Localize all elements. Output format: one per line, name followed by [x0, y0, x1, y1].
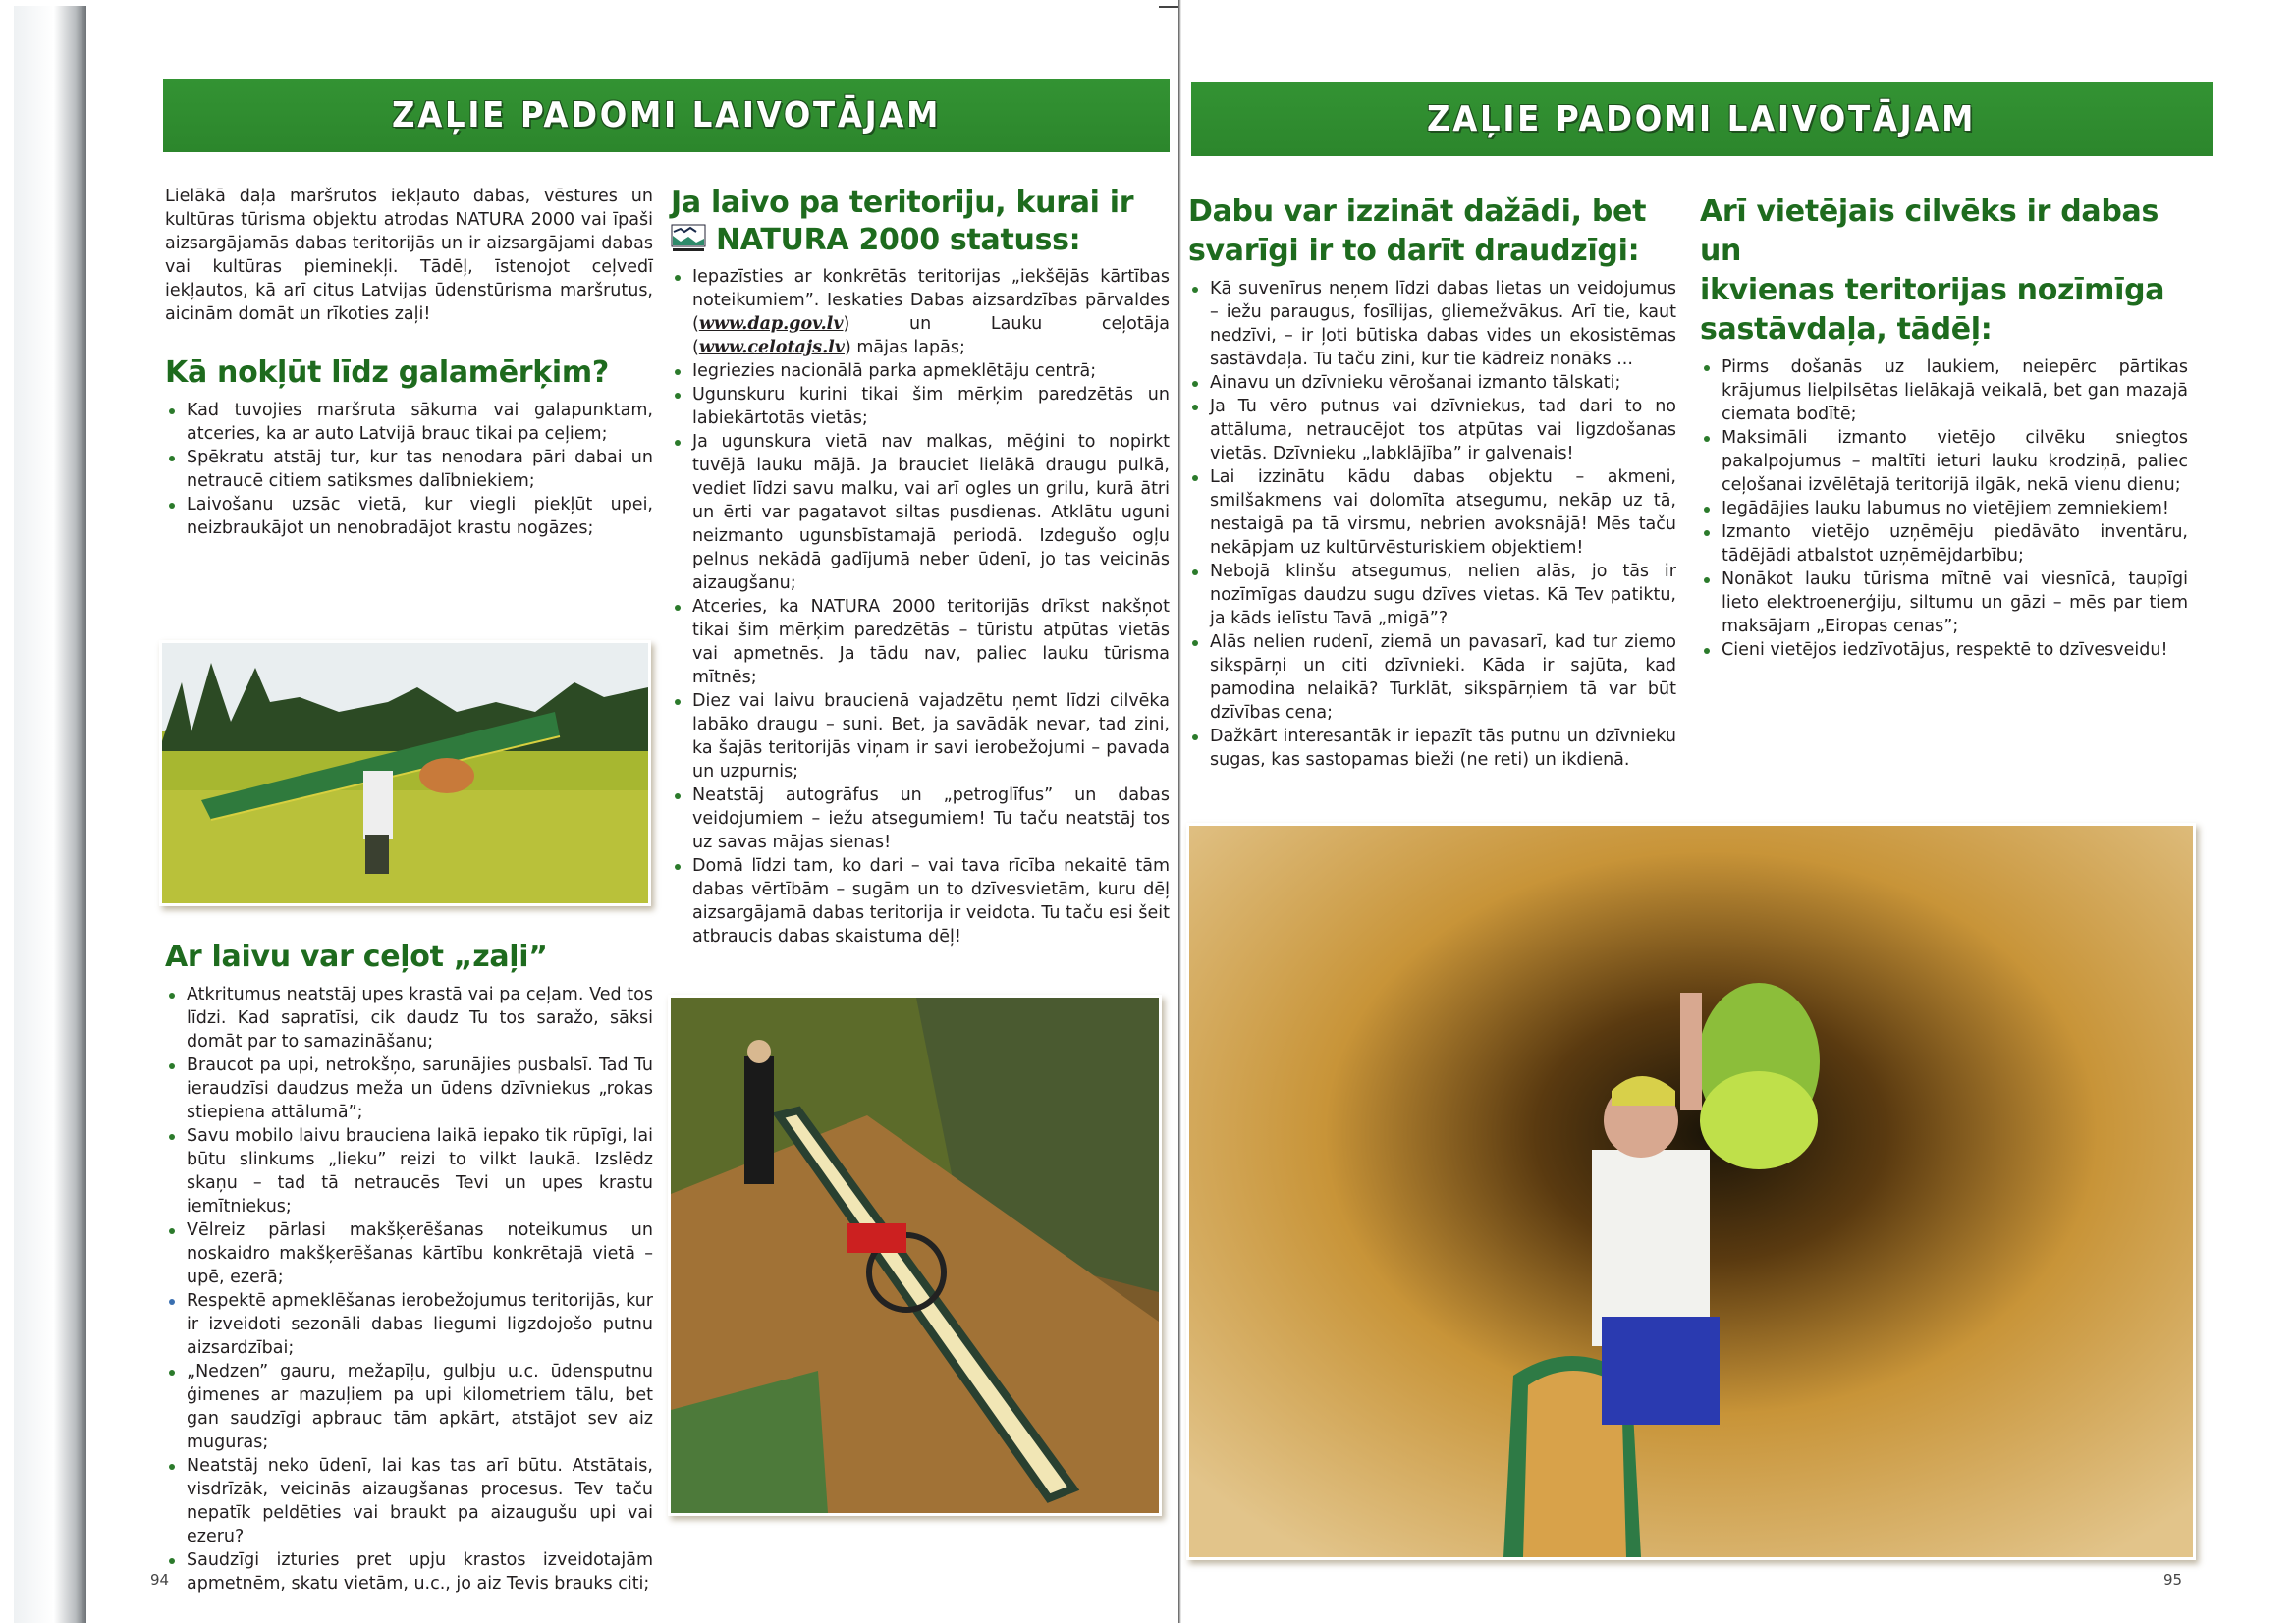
page-number-right: 95	[2163, 1571, 2183, 1589]
list-item: Cieni vietējos iedzīvotājus, respektē to dzīvesveidu!	[1700, 638, 2188, 662]
list-item: Neatstāj autogrāfus un „petroglīfus” un dabas veidojumiem – iežu atsegumiem! Tu taču neatstāj tos uz savas mājas sienas!	[671, 784, 1170, 854]
right-column-b	[1700, 192, 2188, 662]
list-item: Neatstāj neko ūdenī, lai kas tas arī būtu. Atstātais, visdrīzāk, veicinās aizaugšanas procesus. Tev taču nepatīk peldēties vai braukt pa aizaugušu upi vai ezeru?	[165, 1454, 653, 1548]
section-heading: Arī vietējais cilvēks ir dabas un ikvienas teritorijas nozīmīga sastāvdaļa, tādēļ:	[1700, 194, 2165, 347]
right-column-a	[1188, 192, 1676, 772]
section-heading: Ar laivu var ceļot „zaļi”	[165, 940, 548, 974]
list-item: Maksimāli izmanto vietējo cilvēku sniegtos pakalpojumus – maltīti ieturi lauku krodziņā, paliec ceļošanai izvēlētajā teritorijā ilgāk, nekā vienu dienu;	[1700, 426, 2188, 497]
list-item: Lai izzinātu kādu dabas objektu – akmeni, smilšakmens vai dolomīta atsegumu, nekāp uz tā, nestaigā pa tā virsmu, nebrien avoksnājā! Mēs taču nekāpjam uz kultūrvēsturiskiem objektiem!	[1188, 465, 1676, 560]
list-item: Ugunskuru kurini tikai šim mērķim paredzētās un labiekārtotās vietās;	[671, 383, 1170, 430]
list-item: Diez vai laivu braucienā vajadzētu ņemt līdzi cilvēka labāko draugu – suni. Bet, ja savādāk nevar, tad zini, ka šajās teritorijās viņam ir savi ierobežojumi – pavada un uzpurnis;	[671, 689, 1170, 784]
bullet-list	[165, 983, 653, 1596]
list-item: Domā līdzi tam, ko dari – vai tava rīcība nekaitē tām dabas vērtībām – sugām un to dzīvesvietām, kuru dēļ aizsargājamā dabas teritorija ir veidota. Tu taču esi šeit atbraucis dabas skaistuma dēļ!	[671, 854, 1170, 948]
list-item: Atkritumus neatstāj upes krastā vai pa ceļam. Ved tos līdzi. Kad sapratīsi, cik daudz Tu tos saražo, sāksi domāt par to samazināšanu;	[165, 983, 653, 1054]
list-item: Dažkārt interesantāk ir iepazīt tās putnu un dzīvnieku sugas, kas sastopamas bieži (ne reti) un ikdienā.	[1188, 725, 1676, 772]
list-item: Ja ugunskura vietā nav malkas, mēģini to nopirkt tuvējā lauku mājā. Ja brauciet lielākā draugu pulkā, vediet līdzi savu malku, vai arī ogles un grilu, kurā ātri un ērti var pagatavot siltas pusdienas. Atklātu uguni neizmanto ugunsbīstamajā periodā. Izdegušo ogļu pelnus nekādā gadījumā neber ūdenī, jo tas veicinās aizaugšanu;	[671, 430, 1170, 595]
list-item: Braucot pa upi, netrokšņo, sarunājies pusbalsī. Tad Tu ieraudzīsi daudzus meža un ūdens dzīvniekus „rokas stiepiena attālumā”;	[165, 1054, 653, 1124]
canoe-meadow-image	[162, 643, 648, 903]
list-item: Alās nelien rudenī, ziemā un pavasarī, kad tur ziemo sikspārņi un citi dzīvnieki. Kāda ir sajūta, kad pamodina nelaikā? Turklāt, sikspārņiem tā var būt dzīvības cena;	[1188, 630, 1676, 725]
page-banner-right	[1191, 82, 2213, 156]
canoe-riverbank-image	[671, 998, 1159, 1513]
right-page	[1181, 0, 2296, 1623]
list-item: Ja Tu vēro putnus vai dzīvniekus, tad dari to no attāluma, netraucējot tos atpūtas vai ligzdošanas vietās. Dzīvnieku „labklājība” ir galvenais!	[1188, 395, 1676, 465]
list-item: Vēlreiz pārlasi makšķerēšanas noteikumus un noskaidro makšķerēšanas kārtību konkrētajā vietā – upē, ezerā;	[165, 1218, 653, 1289]
left-column-lower	[165, 938, 653, 1596]
list-item: Pirms došanās uz laukiem, neiepērc pārtikas krājumus lielpilsētas lielākajā veikalā, bet gan mazajā ciemata bodītē;	[1700, 355, 2188, 426]
section-heading: Dabu var izzināt dažādi, bet svarīgi ir to darīt draudzīgi:	[1188, 194, 1647, 268]
intro-paragraph: Lielākā daļa maršrutos iekļauto dabas, vēstures un kultūras tūrisma objektu atrodas NATURA 2000 vai īpaši aizsargājamās dabas teritorijās un ir aizsargājami dabas vai kultūras pieminekļi. Tādēļ, īstenojot ceļvedī iekļautos, kā arī citus Latvijas ūdenstūrisma maršrutus, aicinām domāt un rīkoties zaļi!	[165, 187, 653, 324]
bullet-list	[1700, 355, 2188, 662]
section-heading: Ja laivo pa teritoriju, kurai ir NATURA 2000 statuss:	[671, 186, 1134, 257]
list-item: Iepazīsties ar konkrētās teritorijas „iekšējās kārtības noteikumiem”. Ieskaties Dabas aizsardzības pārvaldes (www.dap.gov.lv) un Lauku ceļotāja (www.celotajs.lv) mājas lapās;	[671, 265, 1170, 359]
left-column	[165, 185, 653, 540]
list-item: Saudzīgi izturies pret upju krastos izveidotajām apmetnēm, skatu vietām, u.c., jo aiz Tevis brauks citi;	[165, 1548, 653, 1596]
natura-2000-logo-icon	[671, 224, 706, 253]
list-item: Iegādājies lauku labumus no vietējiem zemniekiem!	[1700, 497, 2188, 520]
list-item: Ainavu un dzīvnieku vērošanai izmanto tālskati;	[1188, 371, 1676, 395]
list-item: Savu mobilo laivu brauciena laikā iepako tik rūpīgi, lai būtu slinkums „lieku” reizi to vilkt laukā. Izslēdz skaņu – tad tā netraucēs Tevi un upes krastu iemītniekus;	[165, 1124, 653, 1218]
list-item: Kā suvenīrus neņem līdzi dabas lietas un veidojumus – iežu paraugus, fosīlijas, gliemežvākus. Arī tie, kaut nedzīvi, – ir ļoti būtiska dabas vides un ekosistēmas sastāvdaļa. Tu taču zini, kur tie kādreiz nonāks ...	[1188, 277, 1676, 371]
list-item: Kad tuvojies maršruta sākuma vai galapunktam, atceries, ka ar auto Latvijā brauc tikai pa ceļiem;	[165, 399, 653, 446]
list-item: Atceries, ka NATURA 2000 teritorijās drīkst nakšņot tikai šim mērķim paredzētās – tūristu atpūtas vietās vai apmetnēs. Ja tādu nav, paliec lauku tūrisma mītnēs;	[671, 595, 1170, 689]
photo-canoe-meadow	[159, 640, 651, 906]
dap-link[interactable]: www.dap.gov.lv	[698, 314, 844, 334]
middle-column	[671, 185, 1170, 948]
list-item: Laivošanu uzsāc vietā, kur viegli piekļūt upei, neizbraukājot un nenobradājot krastu nogāzes;	[165, 493, 653, 540]
page-banner-left	[163, 79, 1170, 152]
canoe-tunnel-image	[1189, 826, 2193, 1557]
list-item: Nonākot lauku tūrisma mītnē vai viesnīcā, taupīgi lieto elektroenerģiju, siltumu un gāzi – mēs par tiem maksājam „Eiropas cenas”;	[1700, 568, 2188, 638]
banner-title: ZAĻIE PADOMI LAIVOTĀJAM	[1427, 99, 1977, 139]
list-item: Nebojā klinšu atsegumus, nelien alās, jo tās ir nozīmīgas daudzu sugu dzīves vietas. Kā Tev patiktu, ja kāds ielīstu Tavā „migā”?	[1188, 560, 1676, 630]
list-item: Spēkratu atstāj tur, kur tas nenodara pāri dabai un netraucē citiem satiksmes dalībniekiem;	[165, 446, 653, 493]
photo-canoe-riverbank	[668, 995, 1162, 1516]
page-number-left: 94	[150, 1571, 170, 1589]
bullet-list	[165, 399, 653, 540]
list-item: „Nedzen” gauru, mežapīļu, gulbju u.c. ūdensputnu ģimenes ar mazuļiem pa upi kilometriem tālu, bet gan saudzīgi apbrauc tām apkārt, atstājot sev aiz muguras;	[165, 1360, 653, 1454]
list-item: Izmanto vietējo uzņēmēju piedāvāto inventāru, tādējādi atbalstot uzņēmējdarbību;	[1700, 520, 2188, 568]
banner-title: ZAĻIE PADOMI LAIVOTĀJAM	[391, 95, 942, 135]
bullet-list	[671, 265, 1170, 948]
celotajs-link[interactable]: www.celotajs.lv	[698, 338, 845, 357]
bullet-list	[1188, 277, 1676, 772]
photo-canoe-tunnel	[1186, 823, 2196, 1560]
section-heading: Kā nokļūt līdz galamērķim?	[165, 355, 609, 390]
list-item: Respektē apmeklēšanas ierobežojumus teritorijās, kur ir izveidoti sezonāli dabas liegumi ligzdojošo putnu aizsardzībai;	[165, 1289, 653, 1360]
list-item: Iegriezies nacionālā parka apmeklētāju centrā;	[671, 359, 1170, 383]
